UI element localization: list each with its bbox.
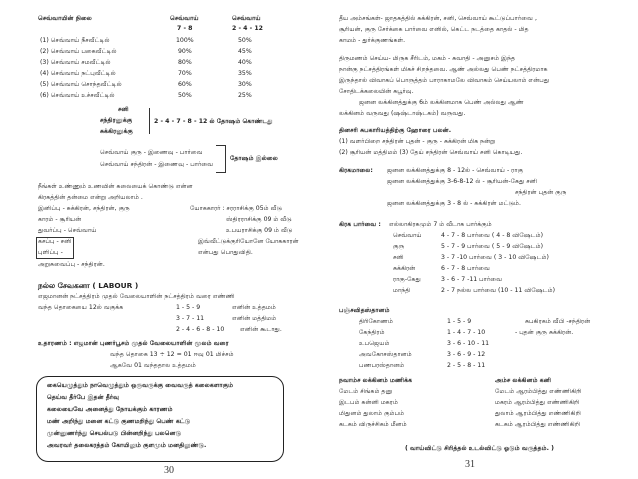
- quote-line: முன்னுணர்ந்து செயல்படு பின்னறிந்து பலனெடு: [47, 430, 182, 437]
- rasi-head-right: அம்ச லக்கினம் கனி: [495, 377, 552, 384]
- aspect-value: 3 - 7 -10 பார்வை ( 3 - 10 விஷேடம்): [441, 254, 549, 261]
- house-row-c1: 80%: [178, 59, 192, 66]
- house-table-sub-c1: 7 - 8: [177, 25, 193, 32]
- panch-value: 3 - 6 - 9 - 12: [447, 351, 486, 358]
- food-left: கசப்பு - சனி: [38, 238, 72, 245]
- group1-item: சனி: [118, 106, 129, 113]
- aspect-label: கிரக பார்வை :: [339, 221, 381, 228]
- rasi-right: மகரம் ஆரம்பித்து எண்ணிகிறி: [495, 399, 580, 406]
- aspect-planet: செவ்வாய்: [393, 232, 422, 239]
- aspect-head: எல்லாகிரகமும் 7 ம் வீடாக பார்க்கும்: [389, 221, 492, 228]
- example-line: வந்த தொகை 13 ÷ 12 = 01 ஈவு 01 மிச்சம்: [110, 351, 234, 358]
- p4-line: ஜனன லக்கினத்துக்கு 3 - 8 ல் - சுக்கிரன் மட்டும்.: [387, 200, 521, 207]
- p3-head: தினசரி சுபகாரியத்திற்கு ஹோரை பலன்.: [339, 127, 452, 134]
- house-row-label: (6) செவ்வாய் உச்சவீட்டில்: [40, 92, 115, 99]
- house-row-label: (1) செவ்வாய் நீசவீட்டில்: [40, 37, 110, 44]
- aspect-value: 5 - 7 - 9 பார்வை ( 5 - 9 விஷேடம்): [441, 243, 543, 250]
- right-page: [319, 0, 638, 479]
- labour-nums: 1 - 5 - 9: [176, 304, 201, 311]
- p2-line: ஜனன லக்கினத்துக்கு 6ம் லக்கினமாக பெண் அல்லது ஆண்: [359, 99, 524, 106]
- conjunction-result: தோஷம் இல்லை: [230, 155, 278, 162]
- food-left: துவர்ப்பு - செவ்வாய்: [38, 227, 97, 234]
- rasi-left: மேடம் சிங்கம் தனு: [339, 388, 393, 395]
- group1-rule: 2 - 4 - 7 - 8 - 12 ல் தோஷம் கொண்டது: [154, 118, 273, 125]
- p4-line: ஜனன லக்கினத்துக்கு 3-6-8-12 ல் - சூரியன்-கேது சனி: [387, 178, 538, 185]
- food-left: காரம் - சூரியன்: [38, 216, 82, 223]
- panch-remark: - புதன் குரு சுக்கிரன்.: [515, 329, 574, 336]
- p2-line: லக்கினம் வருவது (ஷஷ்டாஷ்டகம்) வருவது.: [339, 110, 466, 117]
- quote-line: அவரவர் தலைகரத்தம் கோயிலும் குளமும் மனதிலுண்டு.: [47, 442, 207, 449]
- food-last: அறுசுவைப்பு - சந்திரன்.: [38, 261, 105, 268]
- aspect-value: 4 - 7 - 8 பார்வை ( 4 - 8 விஷேடம்): [441, 232, 543, 239]
- food-left: இனிப்பு - சுக்கிரன், சந்திரன், குரு: [38, 205, 130, 212]
- rasi-head-left: நவாம்ச லக்கினம் மணிக்க: [339, 377, 413, 384]
- food-right: இவ்வீட்டுக்குரியோனே யோககாரன்: [198, 238, 299, 245]
- house-row-c1: 50%: [178, 92, 192, 99]
- aspect-planet: ராகு-கேது: [393, 276, 421, 283]
- labour-nums: 3 - 7 - 11: [176, 315, 205, 322]
- p1-line: தீய அம்சங்கள்- ஜாதகத்தில் சுக்கிரன், சனி, செவ்வாய் கூட்டுப்பார்வை ,: [339, 15, 537, 22]
- rasi-right: கடகம் ஆரம்பித்து எண்ணிகிறி: [495, 421, 581, 428]
- food-right: உபயராசிக்கு 09 ம் வீடு: [226, 227, 293, 234]
- labour-res: எனின் மத்திமம்: [232, 315, 277, 322]
- panch-title: பஞ்சவிதஸ்தானம்: [339, 307, 390, 314]
- quote-line: தெய்வ தீர்பே இதன் தீர்வு: [47, 394, 120, 401]
- house-row-c2: 25%: [238, 92, 252, 99]
- labour-nums: 2 - 4 - 6 - 8 - 10: [176, 326, 225, 333]
- house-row-label: (3) செவ்வாய் சமவீட்டில்: [40, 59, 111, 66]
- panch-name: அவகோசஸ்தானம்: [359, 351, 412, 358]
- house-table-head-label: செவ்வாயின் நிலை: [38, 15, 92, 22]
- intro-line: கிரகத்தின் தன்மை என்று அறியலாம் .: [38, 194, 143, 201]
- page-number: 30: [164, 465, 174, 476]
- p1-line: காமம் - துர்க்குணங்கள்.: [339, 37, 406, 44]
- p4-line: ஜனன லக்கினத்துக்கு 8 - 12ல் - செவ்வாய் - ராகு: [387, 167, 524, 174]
- p2-line: திருமணம் செய்ய- மிருக சீரிடம், மகம் - சுவாதி - அனுசம் இந்த: [339, 55, 516, 62]
- house-row-label: (2) செவ்வாய் பகைவீட்டில்: [40, 48, 117, 55]
- panch-value: 1 - 4 - 7 - 10: [447, 329, 486, 336]
- panch-name: பணபரஸ்தானம்: [359, 362, 405, 369]
- house-row-label: (5) செவ்வாய் சொந்தவீட்டில்: [40, 81, 122, 88]
- rasi-left: மிதுனம் துலாம் கும்பம்: [339, 410, 405, 417]
- quote-box: [36, 376, 284, 462]
- house-table-sub-c2: 2 - 4 - 12: [232, 25, 263, 32]
- house-row-c1: 70%: [178, 70, 192, 77]
- labour-title: நல்ல சேவகனா ( LABOUR ): [38, 281, 139, 290]
- example-line: ஆகவே 01 வந்ததால உத்தமம்: [110, 362, 196, 369]
- panch-name: திரிகோணம்: [359, 318, 393, 325]
- labour-res: எனின் உத்தமம்: [232, 304, 276, 311]
- p3-line: (2) சூரியன் மத்திமம் (3) தேய் சந்திரன் செவ்வாய் சனி கொடியது.: [339, 149, 523, 156]
- panch-value: 2 - 5 - 8 - 11: [447, 362, 486, 369]
- aspect-planet: மாந்தி: [393, 287, 411, 294]
- panch-remark: சுபகிரகம் வீபி -சந்திரன்: [525, 318, 591, 325]
- rasi-right: துலாம் ஆரம்பித்து எண்ணிகிறி: [495, 410, 581, 417]
- food-right: யோககாரர் : சரராசிக்கு 05ம் வீடு: [190, 205, 283, 212]
- labour-line: வந்த தொகையை 12ல் வகுக்க: [38, 304, 124, 311]
- house-row-c1: 60%: [178, 81, 192, 88]
- aspect-planet: சனி: [393, 254, 404, 261]
- intro-line: நீங்கள் உண்ணும் உணவின் கலையைக் கொண்டு என்ன: [38, 183, 193, 190]
- labour-line: எஜமானன் நட்சத்திரம் முதல் வேலையாளின் நட்சத்திரம் வரை எண்ணி: [38, 293, 235, 300]
- footer-quote: ( வாய்விட்டு சிரித்தல் உடல்விட்டு ஓடும் வருத்தம். ): [405, 445, 554, 452]
- aspect-value: 6 - 7 - 8 பார்வை: [441, 265, 490, 272]
- aspect-planet: குரு: [393, 243, 405, 250]
- food-right: என்பது பொதுவிதி.: [198, 249, 253, 256]
- group1-item: சுக்கிரனுக்கு: [100, 128, 133, 135]
- p2-line: நான்கு நட்சத்திரங்கள் மிகச் சிறந்தவை. ஆண் அல்லது பெண் நட்சத்திரமாக: [339, 66, 548, 73]
- house-row-c2: 45%: [238, 48, 252, 55]
- panch-value: 3 - 6 - 10 - 11: [447, 340, 490, 347]
- house-row-c2: 40%: [238, 59, 252, 66]
- food-left: புளிப்பு -: [38, 249, 63, 256]
- house-table-head-c1: செவ்வாய்: [170, 15, 199, 22]
- aspect-value: 2 - 7 நல்ல பார்வை (10 - 11 விஷேடம்): [441, 287, 555, 294]
- aspect-value: 3 - 6 - 7 -11 பார்வை: [441, 276, 503, 283]
- panch-name: கேந்திரம்: [359, 329, 385, 336]
- p4-label: கிரகமாலை:: [339, 167, 373, 174]
- house-table-head-c2: செவ்வாய்: [232, 15, 261, 22]
- food-box: [36, 237, 74, 259]
- p4-line: சந்திரன் புதன் குரு: [515, 189, 567, 196]
- conjunction-line: செவ்வாய் சந்திரன் - இணைவு - பார்வை: [100, 161, 214, 168]
- rasi-left: இடபம் கன்னி மகரம்: [339, 399, 398, 406]
- conjunction-line: செவ்வாய் குரு - இணைவு - பார்வை: [100, 149, 203, 156]
- conjunction-bracket: [216, 145, 226, 173]
- house-row-label: (4) செவ்வாய் நட்புவீட்டில்: [40, 70, 116, 77]
- house-row-c1: 90%: [178, 48, 192, 55]
- p2-line: சோதிடக்கலையின் சுபூர்வு.: [339, 88, 414, 95]
- rasi-left: கடகம் விருச்சிகம் மீனம்: [339, 421, 407, 428]
- quote-line: மண் அறிந்து மனை கட்டு குணமறிந்து பெண் கட்டு: [47, 418, 191, 425]
- p3-line: (1) வளர்பிறை சந்திரன் புதன் - குரு - சுக்கிரன் மிக நன்று: [339, 138, 496, 145]
- p2-line: இருந்தால் விவாகப் பொருத்தம் பாராகாமலே விவாகம் செய்யலாம் என்பது: [339, 77, 550, 84]
- group1-item: சந்திரனுக்கு: [100, 117, 133, 124]
- page-number: 31: [465, 459, 475, 470]
- house-row-c2: 30%: [238, 81, 252, 88]
- quote-line: கையெழுத்தும் நாவெழுத்தும் ஒருவருக்கு வைவருத் கலைகளாகும்: [47, 382, 234, 389]
- food-right: ஸ்திரராசிக்கு 09 ம் வீடு: [226, 216, 292, 223]
- example-line: உதாரணம் : எஜமான் புணர்பூசம் முதல் வேலையாளின் மூலம் வரை: [38, 340, 229, 347]
- labour-res: எனின் கூடாது.: [240, 326, 282, 333]
- house-row-c1: 100%: [176, 37, 194, 44]
- p1-line: சூரியன், குரு சேர்க்கை பார்வை எனில், கெட்ட நடத்தை காதல் - மித: [339, 26, 529, 33]
- panch-value: 1 - 5 - 9: [447, 318, 472, 325]
- quote-line: கலையைவே அனைத்து நோயக்கும் காரணம்: [47, 406, 173, 413]
- house-row-c2: 35%: [238, 70, 252, 77]
- panch-name: உபஜெயம்: [359, 340, 390, 347]
- aspect-planet: சுக்கிரன்: [393, 265, 416, 272]
- rasi-right: மேடம் ஆரம்பித்து எண்ணிகிறி: [495, 388, 582, 395]
- house-row-c2: 50%: [238, 37, 252, 44]
- group1-bracket: [149, 108, 150, 134]
